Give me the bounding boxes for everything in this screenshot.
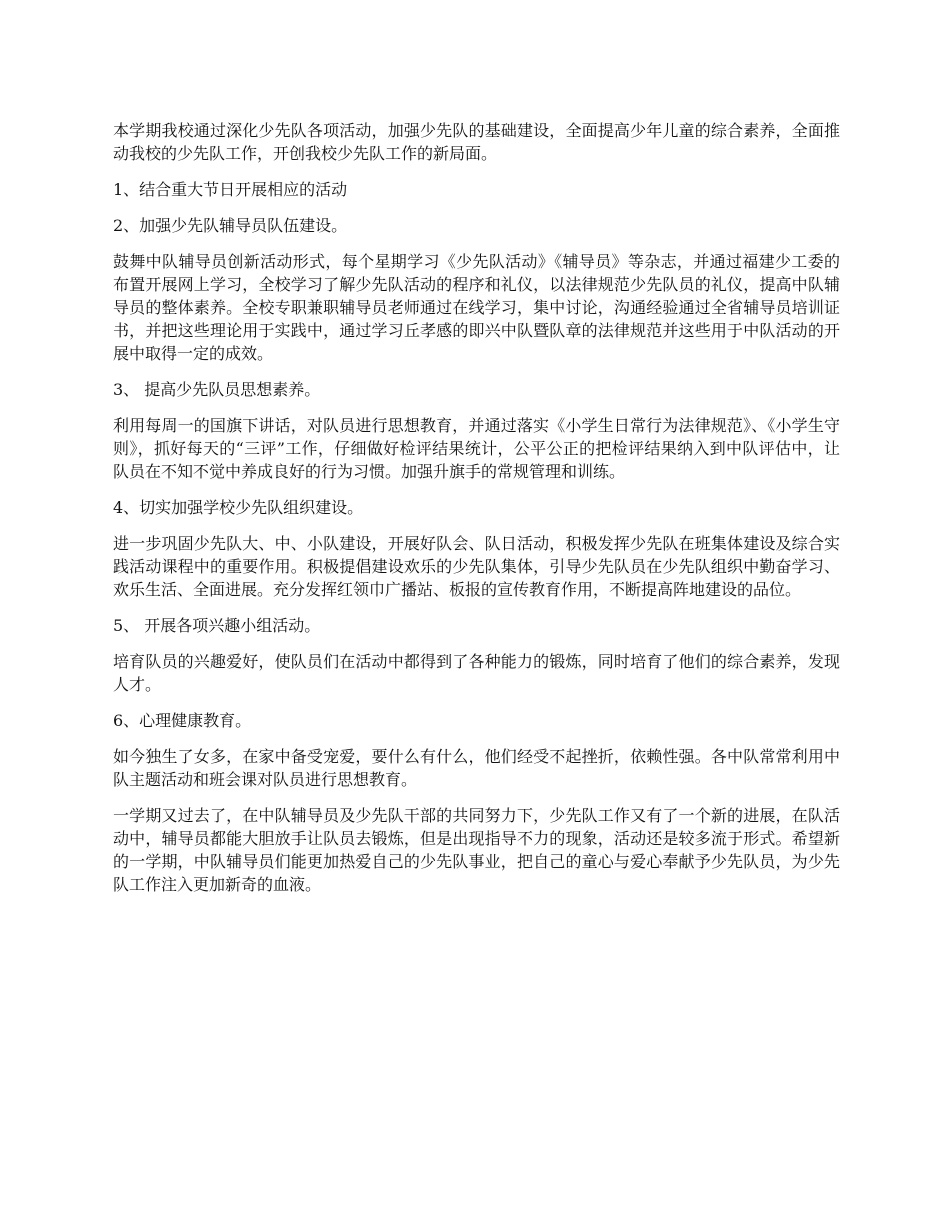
section-paragraph-2: 鼓舞中队辅导员创新活动形式，每个星期学习《少先队活动》《辅导员》等杂志，并通过福建少工委的布置开展网上学习，全校学习了解少先队活动的程序和礼仪，以法律规范少先队员的礼仪，提高中队辅导员的整体素养。全校专职兼职辅导员老师通过在线学习，集中讨论，沟通经验通过全省辅导员培训证书，并把这些理论用于实践中，通过学习丘孝感的即兴中队暨队章的法律规范并这些用于中队活动的开展中取得一定的成效。 <box>113 252 840 363</box>
section-heading-1: 1、结合重大节日开展相应的活动 <box>113 180 348 199</box>
document-body <box>113 119 840 909</box>
intro-paragraph: 本学期我校通过深化少先队各项活动，加强少先队的基础建设，全面提高少年儿童的综合素养，全面推动我校的少先队工作，开创我校少先队工作的新局面。 <box>113 121 840 163</box>
section-paragraph-3: 利用每周一的国旗下讲话，对队员进行思想教育，并通过落实《小学生日常行为法律规范》、《小学生守则》，抓好每天的“三评”工作，仔细做好检评结果统计，公平公正的把检评结果纳入到中队评估中，让队员在不知不觉中养成良好的行为习惯。加强升旗手的常规管理和训练。 <box>113 416 840 481</box>
section-heading-2: 2、加强少先队辅导员队伍建设。 <box>113 216 348 235</box>
section-heading-5: 5、 开展各项兴趣小组活动。 <box>113 616 321 635</box>
section-heading-4: 4、切实加强学校少先队组织建设。 <box>113 498 364 517</box>
section-paragraph-6: 如今独生了女多，在家中备受宠爱，要什么有什么，他们经受不起挫折，依赖性强。各中队常常利用中队主题活动和班会课对队员进行思想教育。 <box>113 747 840 789</box>
section-paragraph-5: 培育队员的兴趣爱好，使队员们在活动中都得到了各种能力的锻炼，同时培育了他们的综合素养，发现人才。 <box>113 652 840 694</box>
section-heading-6: 6、心理健康教育。 <box>113 711 252 730</box>
closing-paragraph: 一学期又过去了，在中队辅导员及少先队干部的共同努力下，少先队工作又有了一个新的进展，在队活动中，辅导员都能大胆放手让队员去锻炼，但是出现指导不力的现象，活动还是较多流于形式。希望新的一学期，中队辅导员们能更加热爱自己的少先队事业，把自己的童心与爱心奉献予少先队员，为少先队工作注入更加新奇的血液。 <box>113 806 840 894</box>
section-paragraph-4: 进一步巩固少先队大、中、小队建设，开展好队会、队日活动，积极发挥少先队在班集体建设及综合实践活动课程中的重要作用。积极提倡建设欢乐的少先队集体，引导少先队员在少先队组织中勤奋学习、欢乐生活、全面进展。充分发挥红领巾广播站、板报的宣传教育作用，不断提高阵地建设的品位。 <box>113 534 840 599</box>
section-heading-3: 3、 提高少先队员思想素养。 <box>113 380 321 399</box>
